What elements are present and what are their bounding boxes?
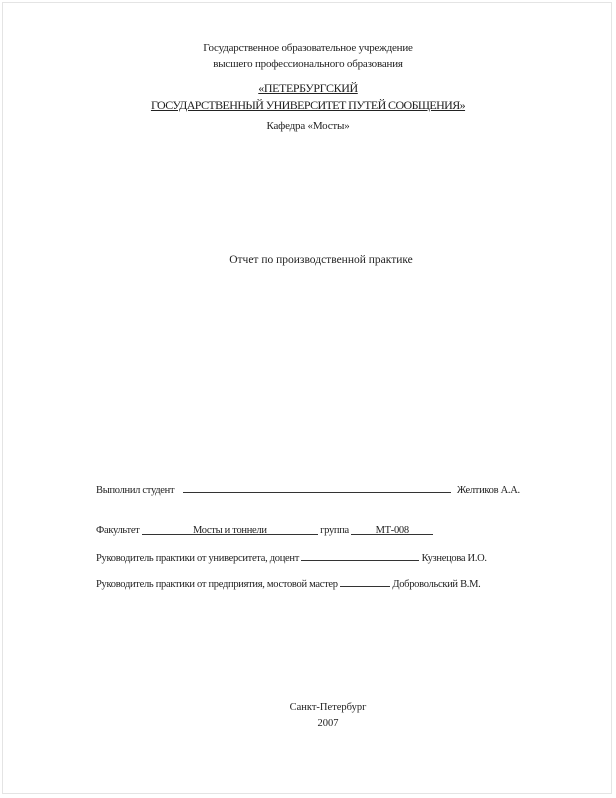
faculty-label: Факультет: [96, 525, 140, 536]
university-supervisor-blank: [301, 550, 419, 561]
company-supervisor-row: [96, 576, 480, 590]
report-title: Отчет по производственной практике: [229, 254, 413, 266]
company-supervisor-blank: [340, 576, 390, 587]
student-blank: [183, 482, 451, 493]
university-supervisor-name: Кузнецова И.О.: [421, 553, 487, 564]
year: 2007: [317, 718, 339, 729]
university-supervisor-label: Руководитель практики от университета, доцент: [96, 553, 300, 564]
university-name-line-1: «ПЕТЕРБУРГСКИЙ: [258, 81, 358, 95]
university-supervisor-row: [96, 550, 487, 564]
city: Санкт-Петербург: [289, 702, 367, 713]
department-name: Кафедра «Мосты»: [266, 120, 350, 132]
header-line-1: Государственное образовательное учреждение: [203, 42, 413, 54]
company-supervisor-name: Добровольский В.М.: [392, 579, 481, 590]
faculty-row: [96, 524, 433, 538]
group-value: МТ-008: [351, 524, 433, 535]
student-name: Желтиков А.А.: [456, 485, 520, 496]
student-label: Выполнил студент: [96, 485, 175, 496]
header-line-2: высшего профессионального образования: [213, 58, 403, 70]
faculty-value: Мосты и тоннели: [142, 524, 318, 535]
group-label: группа: [320, 525, 349, 536]
university-name-line-2: ГОСУДАРСТВЕННЫЙ УНИВЕРСИТЕТ ПУТЕЙ СООБЩЕНИЯ»: [150, 98, 466, 112]
company-supervisor-label: Руководитель практики от предприятия, мостовой мастер: [96, 579, 338, 590]
student-row: [96, 482, 520, 496]
